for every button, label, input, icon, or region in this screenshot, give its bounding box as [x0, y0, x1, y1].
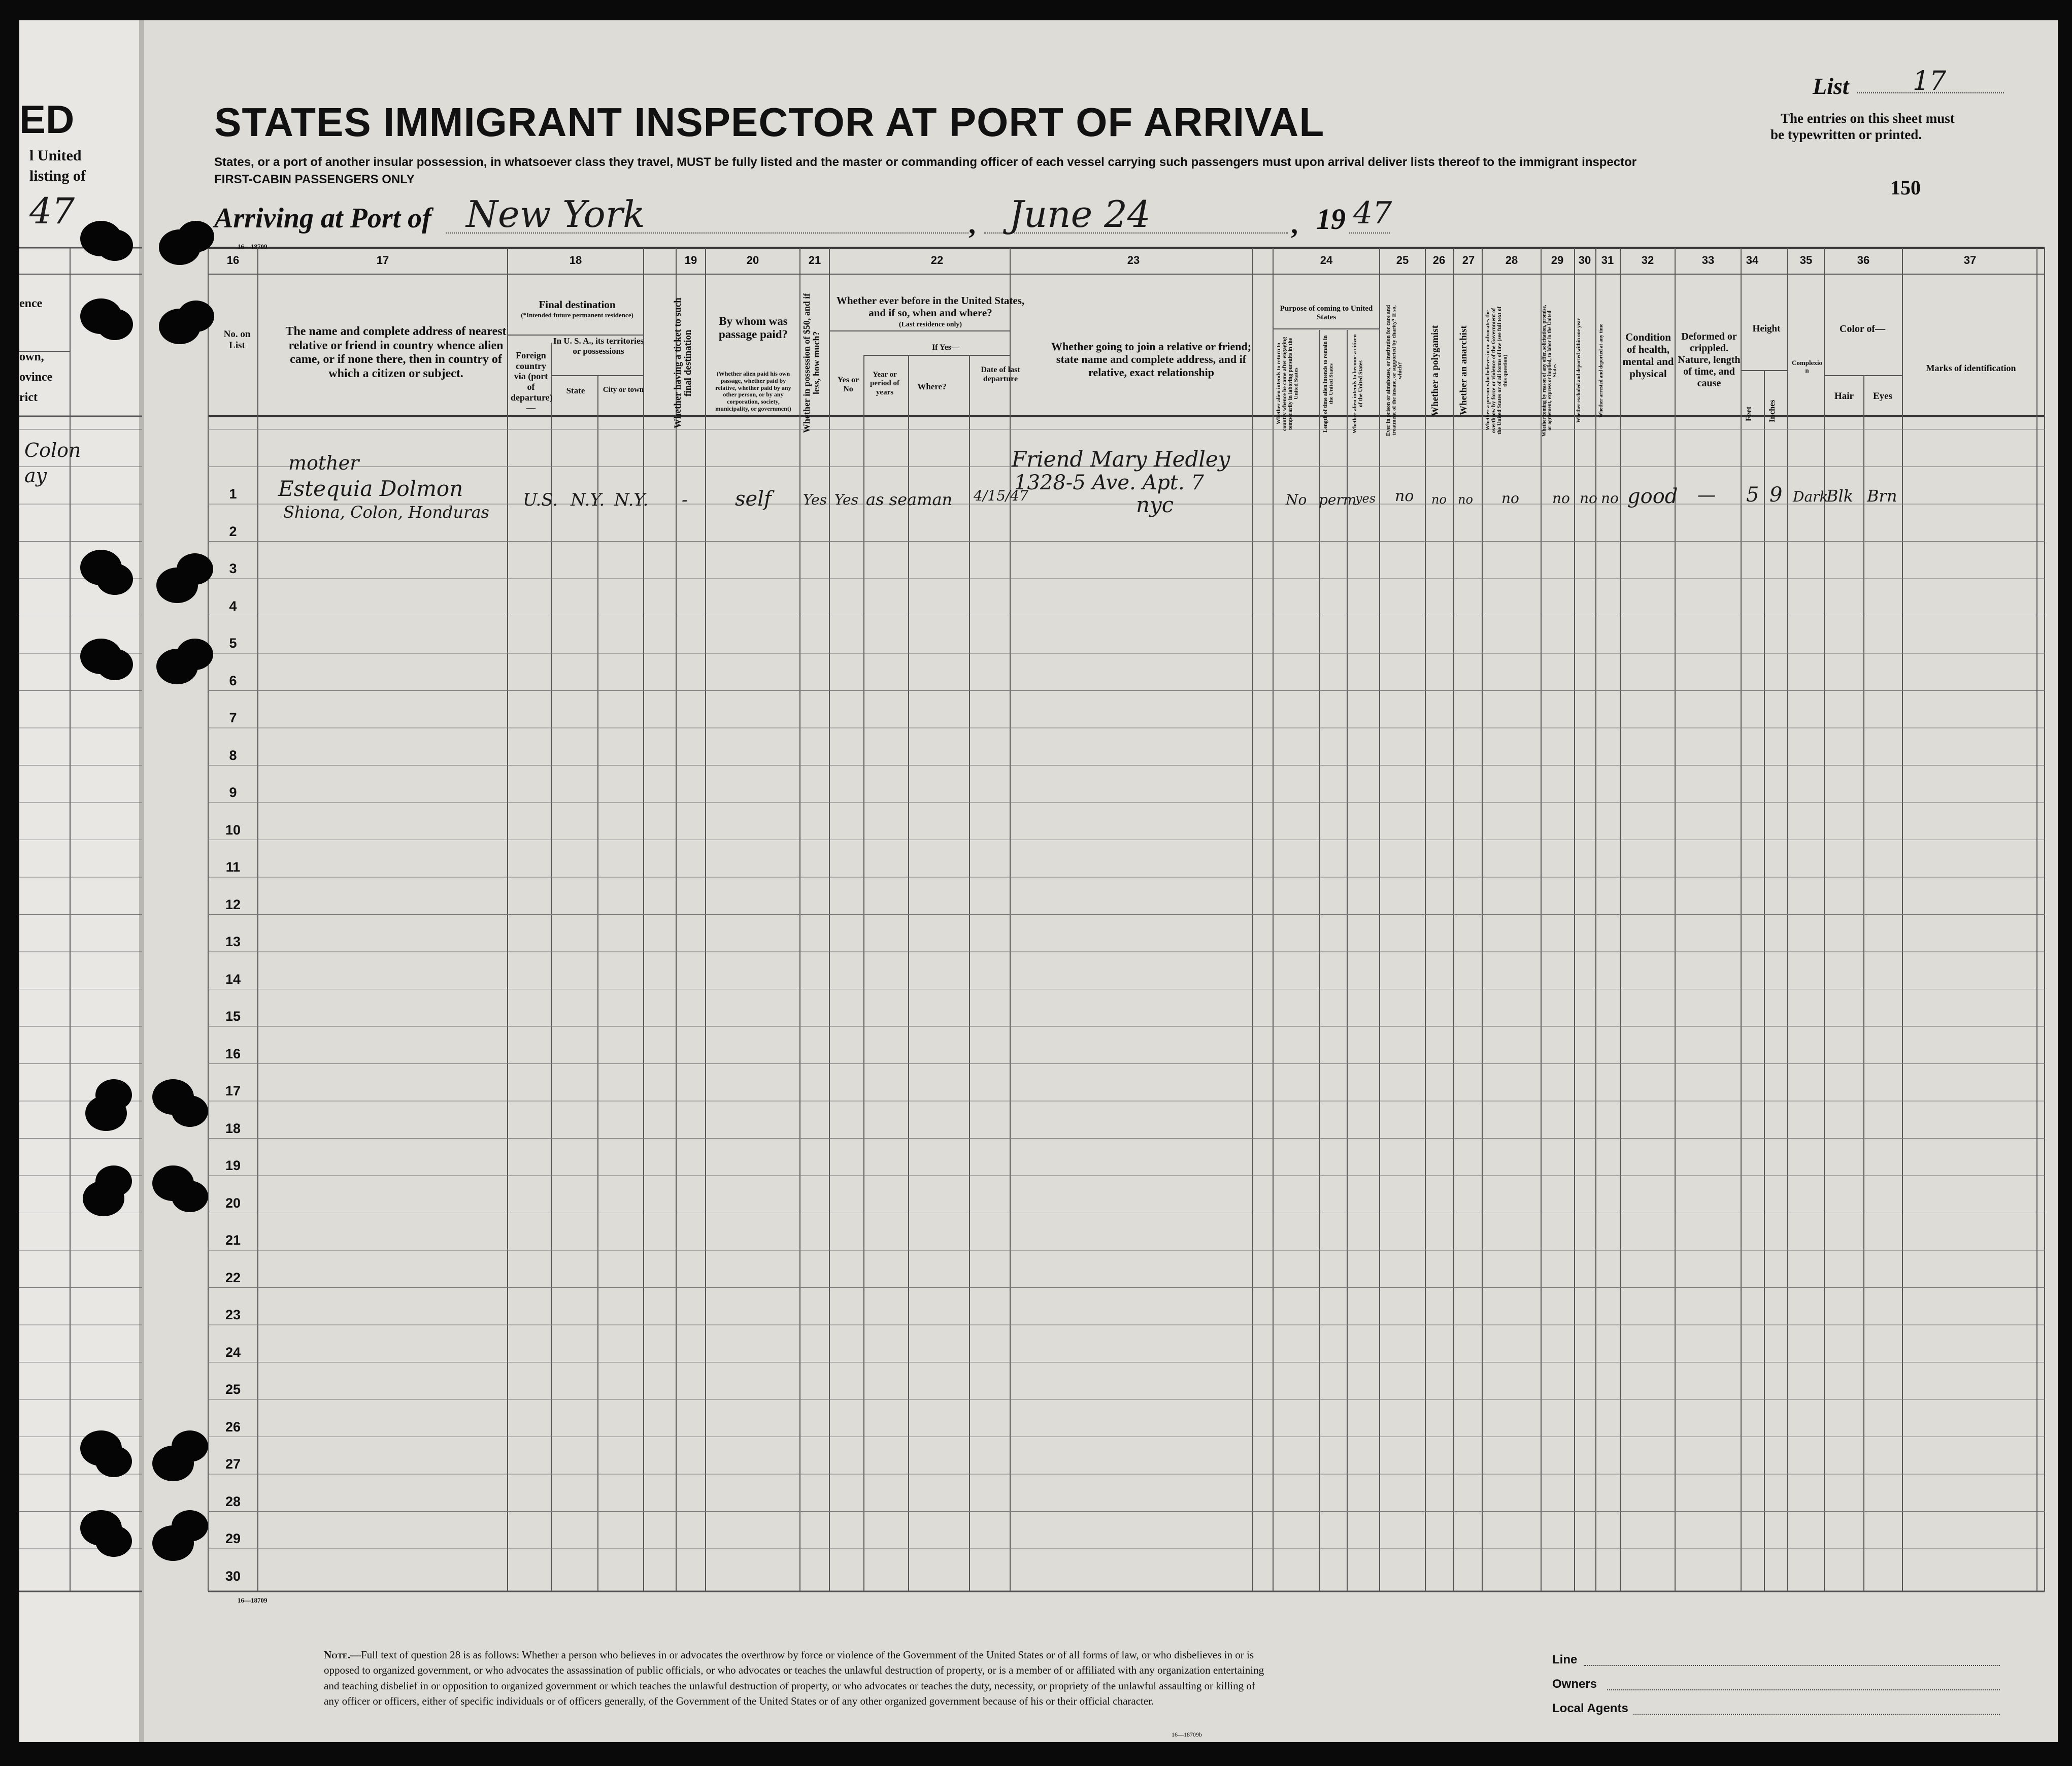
binder-hole [95, 1525, 132, 1557]
header-18-city: City or town [603, 386, 644, 394]
line-label: Line [1552, 1653, 1578, 1667]
column-number: 23 [1127, 254, 1140, 266]
binder-hole [95, 1446, 132, 1477]
header-18-state: State [566, 386, 585, 395]
column-number: 18 [569, 254, 582, 266]
header-22-yesno: Yes or No [837, 376, 859, 394]
left-strip-hand-2: ay [24, 464, 47, 487]
year-prefix: 19 [1316, 203, 1346, 236]
row-number: 3 [229, 561, 237, 576]
entry-height-inches: 9 [1769, 483, 1783, 507]
table-grid [19, 20, 2058, 1742]
header-24-a: Whether alien intends to return to country whence he came after engaging temporarily in laboring pursuits in the United States [1276, 337, 1299, 431]
column-number: 26 [1432, 254, 1446, 266]
header-17: The name and complete address of nearest relative or friend in country whence alien came, or if none there, then in country of which a citizen or subject. [285, 325, 507, 380]
row-number: 22 [225, 1270, 241, 1285]
header-36-eyes: Eyes [1873, 391, 1892, 402]
entries-note-2: be typewritten or printed. [1770, 127, 1922, 142]
entry-q25: no [1395, 487, 1414, 505]
column-number: 25 [1396, 254, 1409, 266]
entry-paid-by: self [735, 487, 772, 511]
row-number: 5 [229, 636, 237, 651]
row-number: 12 [225, 896, 241, 912]
entry-q31: no [1601, 490, 1619, 507]
arriving-label: Arriving at Port of [214, 203, 431, 234]
row-number: 6 [229, 673, 237, 688]
form-code-top: 16—18709 [238, 243, 268, 250]
row-number: 25 [225, 1382, 241, 1397]
entry-height-feet: 5 [1746, 483, 1759, 507]
entry-join-3: nyc [1136, 492, 1174, 517]
header-36-hair: Hair [1834, 391, 1854, 402]
binder-hole [96, 229, 133, 261]
column-number: 33 [1701, 254, 1715, 266]
column-number: 19 [684, 254, 697, 266]
year-underline [1349, 232, 1390, 234]
entry-eyes: Brn [1867, 486, 1897, 506]
column-number: 32 [1641, 254, 1654, 266]
header-34-inches: Inches [1768, 399, 1777, 423]
header-16: No. on List [223, 329, 251, 351]
header-22-year: Year or period of years [870, 371, 899, 396]
row-number: 2 [229, 523, 237, 539]
header-20-sub: (Whether alien paid his own passage, whether paid by relative, whether paid by any other person, or by any corporation, society, municipality, or government) [715, 370, 791, 412]
row-number: 21 [225, 1232, 241, 1248]
date-value: June 24 [1009, 193, 1151, 236]
date-comma: , [1291, 209, 1298, 240]
column-number: 30 [1578, 254, 1591, 266]
year-suffix: 47 [1353, 195, 1392, 231]
binder-hole [172, 1510, 208, 1542]
binder-hole [177, 639, 213, 670]
binder-hole [172, 1095, 208, 1127]
entry-q30: no [1580, 490, 1597, 507]
left-strip-year: 47 [29, 190, 75, 232]
left-strip-sub-1: l United [29, 147, 82, 164]
header-18: Final destination [539, 298, 616, 311]
binder-hole [95, 1079, 132, 1111]
header-25: Ever in prison or almshouse, or institution for care and treatment of the insane, or supported by charity? If so, which? [1385, 305, 1403, 437]
binder-hole [178, 301, 214, 332]
header-21: Whether in possession of $50, and if less, how much? [801, 293, 821, 433]
row-number: 19 [225, 1158, 241, 1173]
left-strip-hdr-4: rict [19, 391, 38, 404]
header-33: Deformed or crippled. Nature, length of time, and cause [1678, 331, 1741, 389]
entry-complexion: Dark [1793, 488, 1828, 505]
line-underline [1584, 1665, 2000, 1666]
column-number: 35 [1799, 254, 1813, 266]
row-number: 8 [229, 747, 237, 763]
form-code-bottom: 16—18709 [238, 1596, 268, 1604]
row-number: 1 [229, 486, 237, 502]
row-number: 30 [225, 1568, 241, 1584]
row-number: 14 [225, 971, 241, 987]
entry-q29: no [1552, 490, 1570, 507]
entry-q27: no [1458, 492, 1473, 507]
entry-before-years: as seaman [866, 490, 953, 509]
left-strip-hdr-2: own, [19, 350, 44, 363]
entry-purpose-a: No [1286, 491, 1307, 508]
row-number: 4 [229, 598, 237, 614]
header-31: Whether arrested and deported at any time [1598, 323, 1604, 418]
left-strip-hdr-1: ence [19, 297, 43, 310]
entry-relative-name: Estequia Dolmon [278, 476, 463, 501]
header-36: Color of— [1839, 323, 1886, 335]
left-strip-title: ED [19, 97, 75, 142]
entry-ticket: - [682, 490, 688, 510]
column-number: 22 [930, 254, 944, 266]
entry-join-2: 1328-5 Ave. Apt. 7 [1014, 471, 1204, 494]
entries-note-1: The entries on this sheet must [1781, 111, 1955, 126]
binder-hole [177, 553, 213, 585]
entry-last-departure: 4/15/47 [974, 487, 1028, 504]
footer-note-text: Full text of question 28 is as follows: Whether a person who believes in or advocates the overthrow by force or violence of the Government of the United States or of all forms of law, or who disbelieves in or is opposed to organized government, or who advocates the assassination of public officials, or who advocates or teaches the unlawful destruction of property, or is a member of or affiliated with any organization entertaining and teaching disbelief in or opposition to organized government or which teaches the unlawful destruction of property, or who advocates or teaches the duty, necessity, or propriety of the unlawful assaulting or killing of any officer or officers, either of specific individuals or of officers generally, of the Government of the United States or of any other organized government because of his or their official character. [324, 1649, 1264, 1708]
binder-hole [96, 309, 133, 340]
column-number: 27 [1462, 254, 1475, 266]
header-24-b: Length of time alien intends to remain in the United States [1322, 335, 1334, 432]
entry-join-1: Friend Mary Hedley [1012, 447, 1230, 472]
entry-relative-address: Shiona, Colon, Honduras [283, 503, 489, 522]
row-number: 23 [225, 1307, 241, 1322]
binder-hole [96, 649, 133, 680]
row-number: 17 [225, 1083, 241, 1098]
row-number: 26 [225, 1419, 241, 1435]
column-number: 21 [808, 254, 821, 266]
column-number: 20 [746, 254, 759, 266]
header-28: Whether a person who believes in or advocates the overthrow by force or violence of the Government of the United States or of all forms of law (see full text of this question) [1485, 306, 1509, 435]
sheet-number: 150 [1890, 176, 1921, 199]
column-number: 24 [1320, 254, 1333, 266]
binder-hole [172, 1430, 208, 1462]
entry-relative-relationship: mother [288, 452, 359, 474]
header-30: Whether excluded and deported within one year [1576, 318, 1582, 423]
subtitle-instructions: States, or a port of another insular possession, in whatsoever class they travel, MUST be fully listed and the master or commanding officer of each vessel carrying such passengers must upon arrival deliver lists thereof to the immigrant inspector [214, 155, 1637, 169]
header-27: Whether an anarchist [1458, 325, 1469, 416]
page-title: STATES IMMIGRANT INSPECTOR AT PORT OF ARRIVAL [214, 99, 1325, 145]
entry-foreign-via: U.S. [523, 490, 558, 510]
header-35: Complexion [1792, 359, 1822, 374]
entry-money: Yes [803, 491, 827, 508]
row-number: 16 [225, 1046, 241, 1061]
row-number: 20 [225, 1195, 241, 1211]
manifest-sheet [19, 20, 2058, 1742]
form-code-note: 16—18709b [1172, 1731, 1202, 1738]
row-number: 10 [225, 822, 241, 838]
entry-before-yesno: Yes [834, 491, 858, 508]
header-22-where: Where? [917, 382, 947, 391]
entry-health: good [1627, 485, 1678, 508]
header-22-sub: (Last residence only) [898, 321, 962, 328]
column-number: 34 [1746, 254, 1759, 266]
agents-underline [1633, 1714, 2000, 1715]
entry-hair: Blk [1826, 486, 1854, 506]
header-23: Whether going to join a relative or friend; state name and complete address, and if relative, exact relationship [1051, 340, 1252, 379]
binder-hole [96, 563, 133, 595]
column-number: 16 [226, 254, 240, 266]
agents-label: Local Agents [1552, 1702, 1628, 1715]
left-strip-hdr-3: ovince [19, 371, 53, 384]
list-label: List [1813, 73, 1849, 99]
header-29: Whether coming by reason of any offer, solicitation, promise, or agreement, express or implied, to labor in the United States [1542, 305, 1558, 437]
row-number: 9 [229, 785, 237, 800]
header-34-feet: Feet [1745, 406, 1753, 421]
header-32: Condition of health, mental and physical [1622, 331, 1674, 380]
header-37: Marks of identification [1926, 363, 2016, 373]
port-value: New York [466, 193, 645, 236]
subtitle-first-cabin: FIRST-CABIN PASSENGERS ONLY [214, 173, 415, 186]
header-18-usa: In U. S. A., its territories or possessions [553, 336, 644, 356]
row-number: 29 [225, 1531, 241, 1546]
entry-purpose-c: yes [1355, 491, 1376, 506]
owners-label: Owners [1552, 1677, 1597, 1691]
list-number: 17 [1913, 66, 1947, 96]
header-22-ifyes: If Yes— [931, 343, 960, 352]
entry-state: N.Y. [571, 490, 605, 510]
header-34: Height [1752, 323, 1781, 334]
owners-underline [1607, 1689, 2000, 1690]
binder-hole [178, 221, 214, 252]
row-number: 18 [225, 1120, 241, 1136]
left-strip-sub-2: listing of [29, 168, 86, 184]
row-number: 28 [225, 1493, 241, 1509]
column-number: 37 [1963, 254, 1977, 266]
header-24-c: Whether alien intends to become a citizen of the United States [1352, 334, 1364, 434]
header-24: Purpose of coming to United States [1280, 305, 1373, 322]
left-strip-hand-1: Colon [24, 439, 81, 461]
column-number: 36 [1857, 254, 1870, 266]
header-22: Whether ever before in the United States, and if so, when and where? [836, 294, 1025, 319]
column-number: 28 [1505, 254, 1518, 266]
binder-hole [95, 1165, 132, 1197]
column-number: 29 [1551, 254, 1564, 266]
header-19: Whether having a ticket to such final destination [673, 297, 693, 428]
header-18-sub: (*Intended future permanent residence) [521, 311, 633, 319]
entry-q26: no [1431, 492, 1447, 507]
header-18-foreign: Foreign country via (port of departure)— [511, 350, 553, 413]
row-number: 13 [225, 934, 241, 949]
row-number: 7 [229, 710, 237, 725]
port-comma: , [968, 209, 976, 240]
row-number: 27 [225, 1456, 241, 1472]
row-number: 24 [225, 1344, 241, 1360]
footer-note [324, 1647, 1268, 1709]
entry-q28: no [1501, 490, 1519, 507]
entry-deformed: — [1697, 485, 1716, 506]
column-number: 31 [1601, 254, 1614, 266]
binder-hole [172, 1181, 208, 1212]
row-number: 11 [225, 859, 241, 875]
column-number: 17 [376, 254, 389, 266]
entry-city: N.Y. [614, 490, 649, 510]
header-26: Whether a polygamist [1430, 325, 1441, 416]
header-22-date: Date of last departure [981, 365, 1020, 384]
row-number: 15 [225, 1009, 241, 1024]
entry-purpose-b: perm [1319, 491, 1357, 508]
footer-note-label: Note.— [324, 1649, 361, 1661]
header-20: By whom was passage paid? [718, 315, 788, 341]
